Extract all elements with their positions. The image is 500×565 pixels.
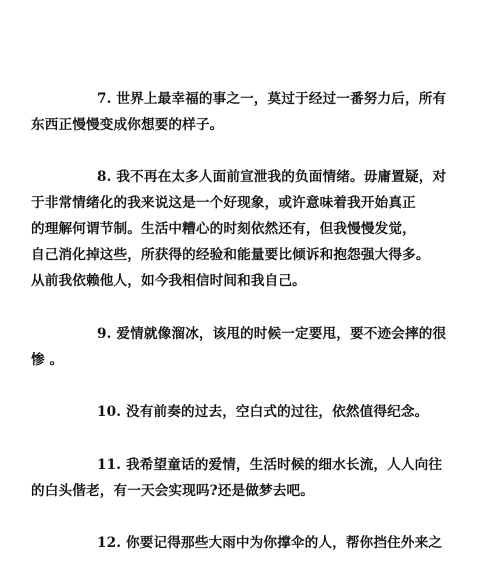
- paragraph-line: 12. 你要记得那些大雨中为你撑伞的人，帮你挡住外来之: [97, 535, 443, 551]
- paragraph-8: [31, 164, 451, 294]
- paragraph-12: [31, 530, 451, 556]
- paragraph-line: 8. 我不再在太多人面前宣泄我的负面情绪。毋庸置疑，对: [97, 169, 447, 185]
- paragraph-7: [31, 86, 451, 138]
- paragraph-line: 从前我依赖他人，如今我相信时间和我自己。: [31, 273, 306, 289]
- paragraph-11: [31, 452, 451, 504]
- paragraph-line: 自己消化掉这些，所获得的经验和能量要比倾诉和抱怨强大得多。: [31, 247, 430, 263]
- paragraph-line: 9. 爱情就像溜冰，该甩的时候一定要甩，要不迹会摔的很: [97, 326, 447, 342]
- paragraph-line: 10. 没有前奏的过去，空白式的过往，依然值得纪念。: [97, 404, 429, 420]
- paragraph-line: 东西正慢慢变成你想要的样子。: [31, 117, 224, 133]
- paragraph-line: 7. 世界上最幸福的事之一，莫过于经过一番努力后，所有: [97, 91, 447, 107]
- paragraph-9: [31, 321, 451, 373]
- paragraph-10: [31, 399, 451, 425]
- paragraph-line: 惨 。: [31, 352, 64, 368]
- paragraph-line: 的理解何谓节制。生活中糟心的时刻依然还有，但我慢慢发觉，: [31, 221, 416, 237]
- paragraph-line: 的白头偕老，有一天会实现吗?还是做梦去吧。: [31, 483, 314, 499]
- paragraph-line: 11. 我希望童话的爱情，生活时候的细水长流，人人向往: [97, 457, 443, 473]
- paragraph-line: 于非常情绪化的我来说这是一个好现象，或许意味着我开始真正: [31, 195, 416, 211]
